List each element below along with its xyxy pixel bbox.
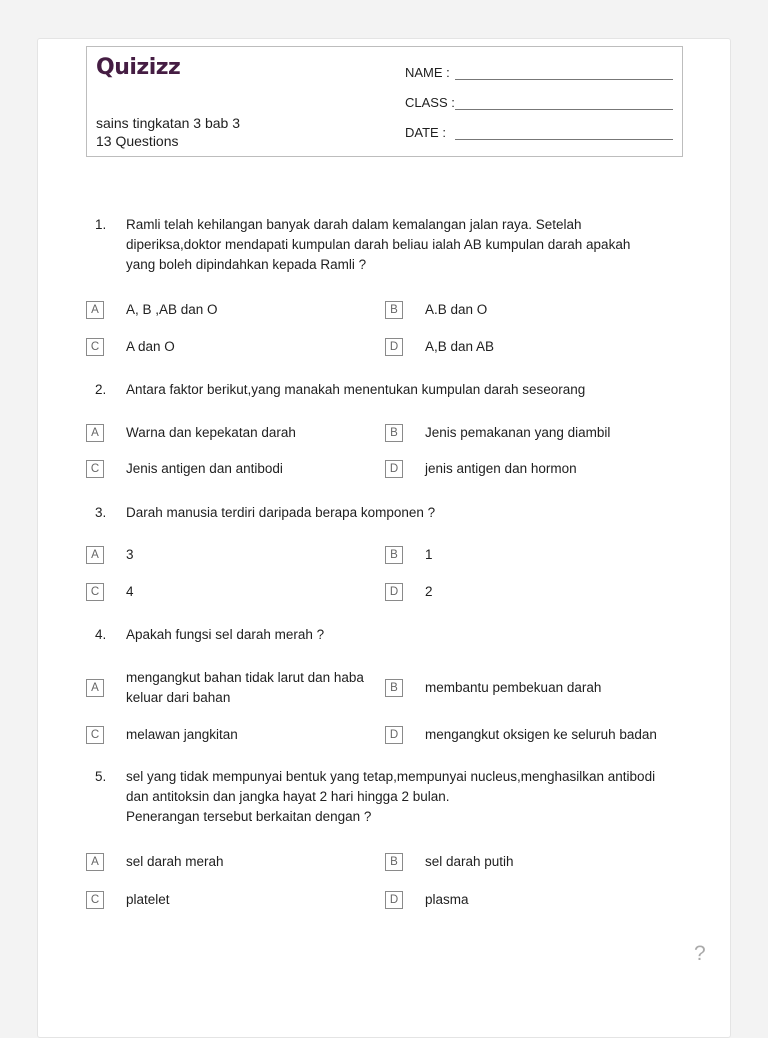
option-letter-box: B [385,301,403,319]
worksheet-page [37,38,731,1038]
question-number: 1. [95,217,107,232]
option-text: 2 [425,584,433,599]
name-label: NAME : [405,65,450,80]
option-letter-box: A [86,546,104,564]
question-text [126,503,686,523]
option-letter-box: C [86,338,104,356]
option-letter-box: A [86,301,104,319]
option-text: Warna dan kepekatan darah [126,425,296,440]
option-text: A,B dan AB [425,339,495,354]
option-letter-box: D [385,726,403,744]
question-text [126,625,686,645]
date-line [455,139,673,140]
help-icon[interactable]: ? [694,942,706,965]
question-text [126,767,686,827]
question-line: Ramli telah kehilangan banyak darah dalam kemalangan jalan raya. Setelah [126,217,582,232]
option-letter-box: D [385,891,403,909]
option-text: A dan O [126,339,175,354]
question-line: Antara faktor berikut,yang manakah menentukan kumpulan darah seseorang [126,382,586,397]
question-text [126,380,686,400]
question-number: 3. [95,505,107,520]
option-text: 3 [126,547,134,562]
name-field [405,65,450,80]
option-letter-box: C [86,460,104,478]
option-text: mengangkut bahan tidak larut dan haba keluar dari bahan [126,670,364,705]
option-letter-box: A [86,853,104,871]
class-label: CLASS : [405,95,455,110]
option-letter-box: C [86,583,104,601]
option-text: plasma [425,892,469,907]
option-text: platelet [126,892,170,907]
question-line: dan antitoksin dan jangka hayat 2 hari hingga 2 bulan. [126,789,450,804]
option-letter-box: B [385,679,403,697]
question-number: 2. [95,382,107,397]
option-text: jenis antigen dan hormon [425,461,577,476]
question-line: diperiksa,doktor mendapati kumpulan darah beliau ialah AB kumpulan darah apakah [126,237,631,252]
option-letter-box: C [86,726,104,744]
question-count: 13 Questions [96,133,179,149]
option-text: A, B ,AB dan O [126,302,218,317]
question-number: 5. [95,769,107,784]
option-text: melawan jangkitan [126,727,238,742]
option-text: Jenis pemakanan yang diambil [425,425,611,440]
option-text: mengangkut oksigen ke seluruh badan [425,727,657,742]
question-line: yang boleh dipindahkan kepada Ramli ? [126,257,367,272]
option-letter-box: D [385,338,403,356]
option-letter-box: A [86,679,104,697]
quizizz-logo: Quizizz [96,55,181,80]
option-letter-box: B [385,424,403,442]
option-text: Jenis antigen dan antibodi [126,461,283,476]
option-letter-box: D [385,460,403,478]
option-text: 4 [126,584,134,599]
question-line: sel yang tidak mempunyai bentuk yang tetap,mempunyai nucleus,menghasilkan antibodi [126,769,656,784]
option-letter-box: D [385,583,403,601]
option-letter-box: B [385,546,403,564]
option-text: sel darah merah [126,854,224,869]
date-field [405,125,446,140]
question-line: Apakah fungsi sel darah merah ? [126,627,325,642]
option-text: 1 [425,547,433,562]
option-text: A.B dan O [425,302,488,317]
option-letter-box: A [86,424,104,442]
class-field [405,95,455,110]
option-letter-box: C [86,891,104,909]
class-line [455,109,673,110]
quiz-title: sains tingkatan 3 bab 3 [96,115,240,131]
worksheet-header [86,46,683,157]
question-line: Darah manusia terdiri daripada berapa komponen ? [126,505,436,520]
option-letter-box: B [385,853,403,871]
option-text: membantu pembekuan darah [425,680,602,695]
question-number: 4. [95,627,107,642]
question-text [126,215,686,275]
name-line [455,79,673,80]
date-label: DATE : [405,125,446,140]
option-text: sel darah putih [425,854,514,869]
question-line: Penerangan tersebut berkaitan dengan ? [126,809,372,824]
